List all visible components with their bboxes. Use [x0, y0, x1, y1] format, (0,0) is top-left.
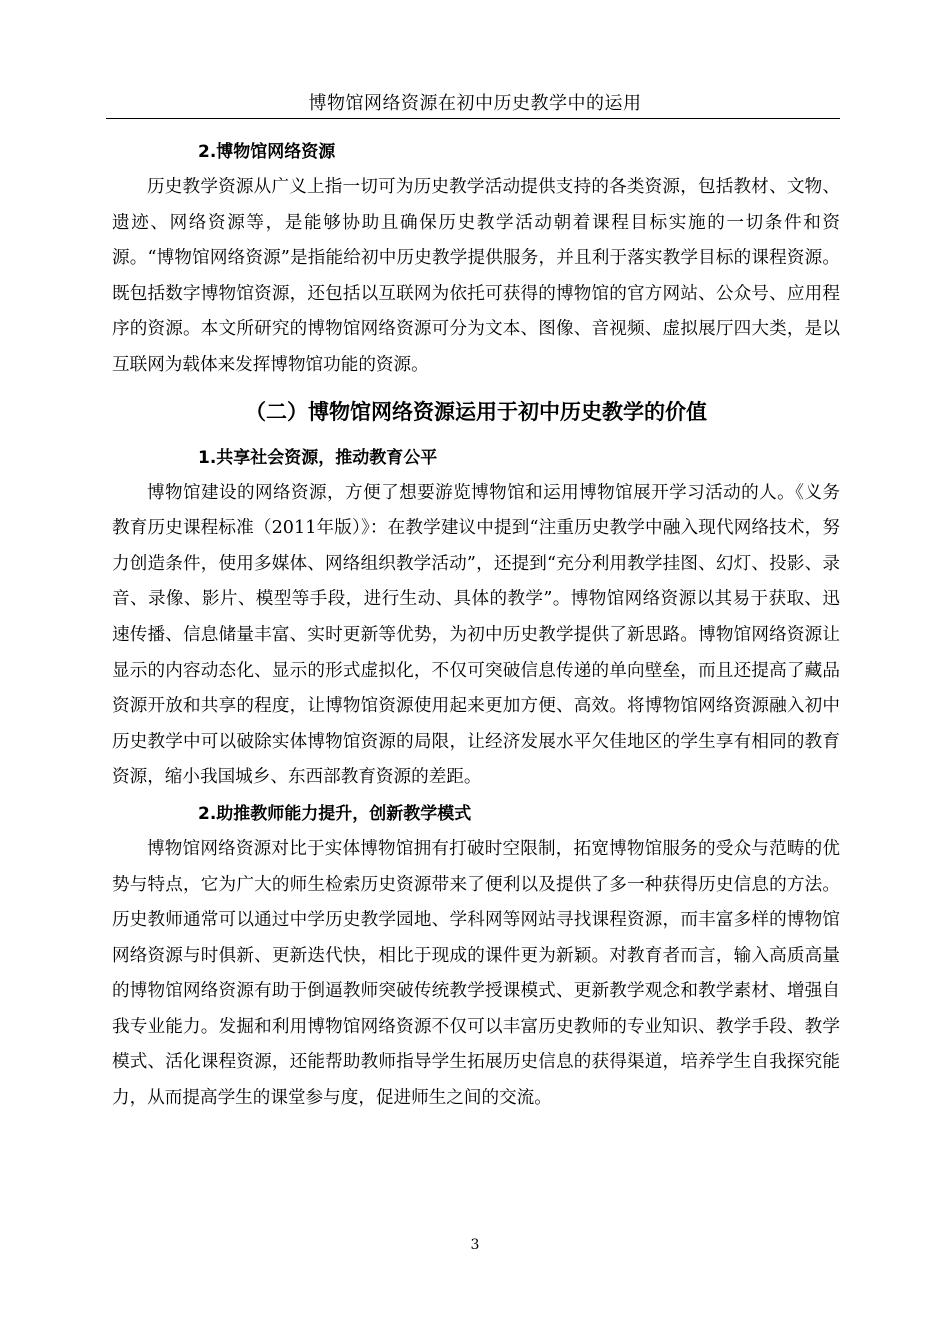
paragraph-definition: 历史教学资源从广义上指一切可为历史教学活动提供支持的各类资源，包括教材、文物、遗迹、网络资源等，是能够协助且确保历史教学活动朝着课程目标实施的一切条件和资源。“博物馆网络资源”是指能给初中历史教学提供服务，并且利于落实教学目标的课程资源。既包括数字博物馆资源，还包括以互联网为依托可获得的博物馆的官方网站、公众号、应用程序的资源。本文所研究的博物馆网络资源可分为文本、图像、音视频、虚拟展厅四大类，是以互联网为载体来发挥博物馆功能的资源。	[112, 177, 840, 375]
section-title-value: （二）博物馆网络资源运用于初中历史教学的价值	[245, 399, 707, 424]
running-header: 博物馆网络资源在初中历史教学中的运用	[308, 93, 642, 114]
page-number: 3	[470, 1237, 480, 1253]
header-rule	[106, 118, 840, 119]
subheading-teacher-ability: 2.助推教师能力提升，创新教学模式	[198, 803, 472, 824]
paragraph-teacher-ability: 博物馆网络资源对比于实体博物馆拥有打破时空限制，拓宽博物馆服务的受众与范畴的优势与特点，它为广大的师生检索历史资源带来了便利以及提供了多一种获得历史信息的方法。历史教师通常可以通过中学历史教学园地、学科网等网站寻找课程资源，而丰富多样的博物馆网络资源与时俱新、更新迭代快，相比于现成的课件更为新颖。对教育者而言，输入高质高量的博物馆网络资源有助于倒逼教师突破传统教学授课模式、更新教学观念和教学素材、增强自我专业能力。发掘和利用博物馆网络资源不仅可以丰富历史教师的专业知识、教学手段、教学模式、活化课程资源，还能帮助教师指导学生拓展历史信息的获得渠道，培养学生自我探究能力，从而提高学生的课堂参与度，促进师生之间的交流。	[112, 838, 840, 1109]
page-body	[112, 134, 840, 1117]
subheading-share-resources: 1.共享社会资源，推动教育公平	[198, 447, 438, 468]
subheading-museum-network-resources: 2.博物馆网络资源	[198, 142, 336, 162]
paragraph-share-resources: 博物馆建设的网络资源，方便了想要游览博物馆和运用博物馆展开学习活动的人。《义务教育历史课程标准（2011年版）》：在教学建议中提到“注重历史教学中融入现代网络技术，努力创造条件，使用多媒体、网络组织教学活动”，还提到“充分利用教学挂图、幻灯、投影、录音、录像、影片、模型等手段，进行生动、具体的教学”。博物馆网络资源以其易于获取、迅速传播、信息储量丰富、实时更新等优势，为初中历史教学提供了新思路。博物馆网络资源让显示的内容动态化、显示的形式虚拟化，不仅可突破信息传递的单向壁垒，而且还提高了藏品资源开放和共享的程度，让博物馆资源使用起来更加方便、高效。将博物馆网络资源融入初中历史教学中可以破除实体博物馆资源的局限，让经济发展水平欠佳地区的学生享有相同的教育资源，缩小我国城乡、东西部教育资源的差距。	[112, 482, 840, 788]
